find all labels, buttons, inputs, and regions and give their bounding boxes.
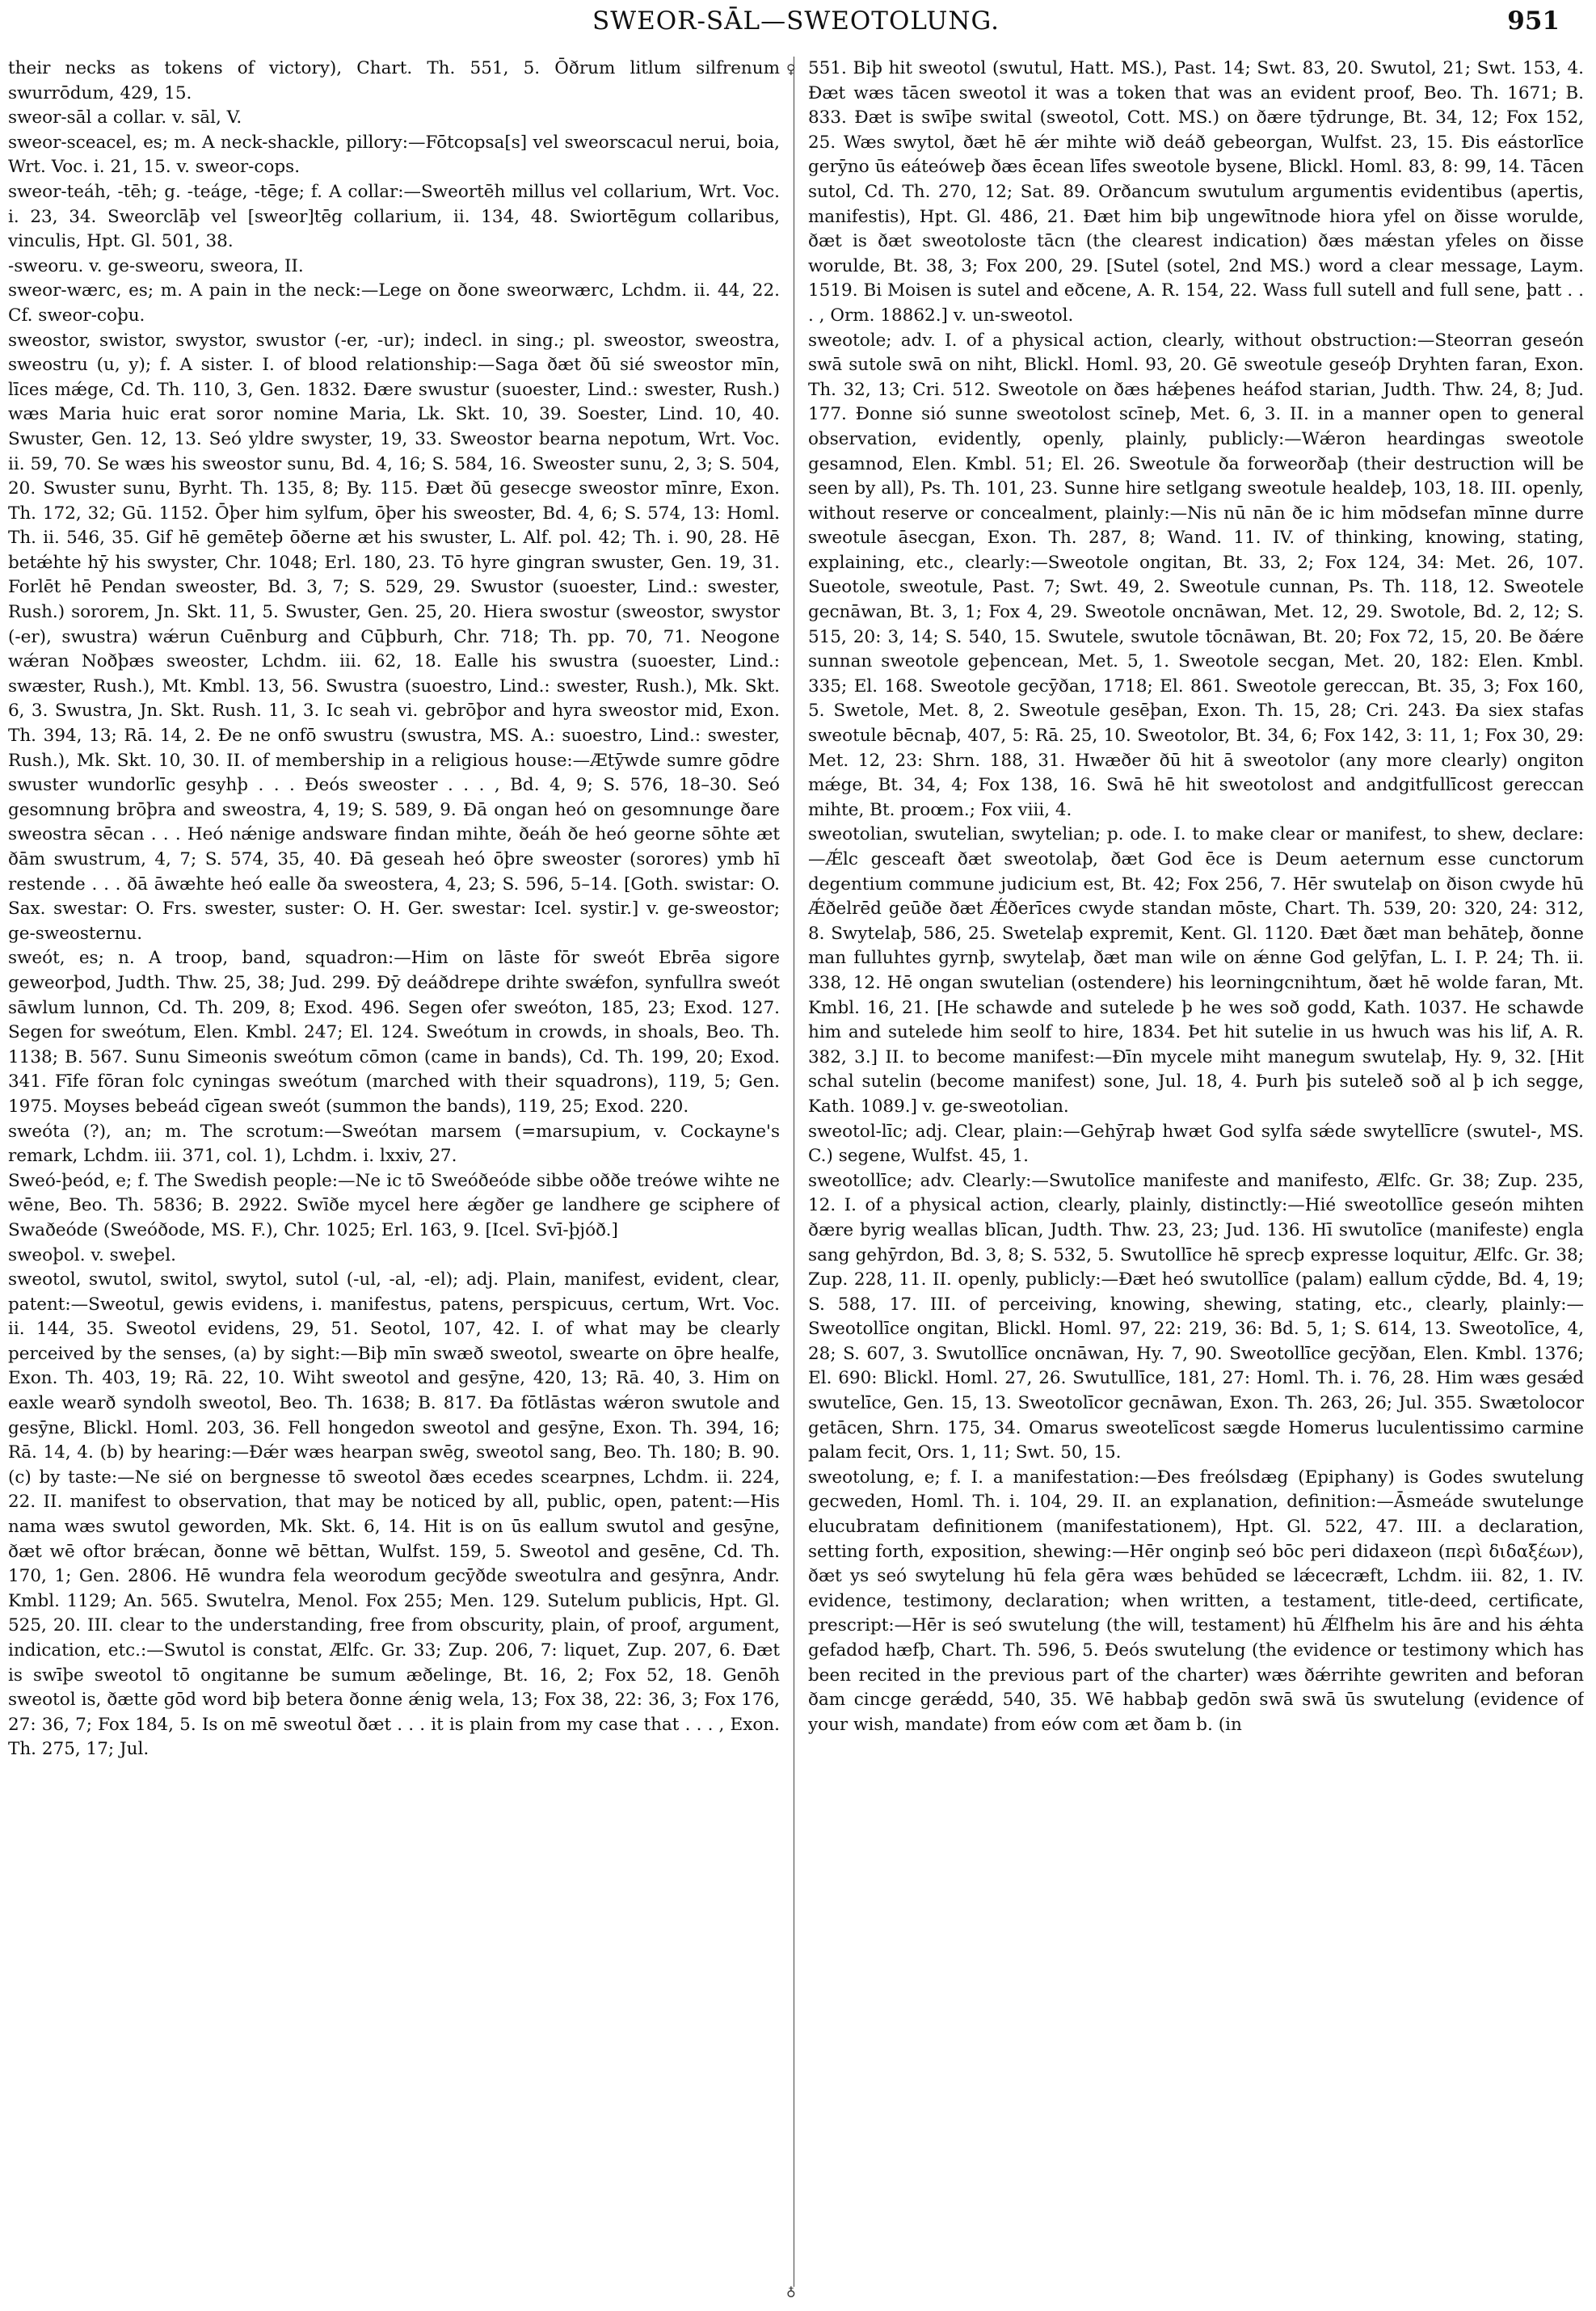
right-column bbox=[808, 57, 1584, 2295]
running-head: SWEOR-SĀL—SWEOTOLUNG. bbox=[592, 6, 1000, 36]
entry-sweotolian: sweotolian, swutelian, swytelian; p. ode. I. to make clear or manifest, to shew, declare:—Ǽlc gesceaft ðæt sweotolaþ, ðæt God ēce is Deum aeternum esse cunctorum degentium commune judicium est, Bt. 42; Fox 256, 7. Hēr swutelaþ on ðison cwyde hū Ǽðelrēd geūðe ðæt Ǽðerīces cwyde standan mōste, Chart. Th. 539, 20: 320, 24: 312, 8. Swytelaþ, 586, 25. Swetelaþ expremit, Kent. Gl. 1120. Ðæt ðæt man behāteþ, ðonne man fulluhtes gyrnþ, swytelaþ, ðæt man wile on ǽnne God gelȳfan, L. I. P. 24; Th. ii. 338, 12. Hē ongan swutelian (ostendere) his leorningcnihtum, ðæt hē wolde faran, Mt. Kmbl. 16, 21. [He schawde and sutelede þ he wes soð godd, Kath. 1037. He schawde him and sutelede him seolf to hire, 1834. Þet hit sutelie in us hwuch was his lif, A. R. 382, 3.] II. to become manifest:—Ðīn mycele miht manegum swutelaþ, Hy. 9, 32. [Hit schal sutelin (become manifest) sone, Jul. 18, 4. Þurh þis suteleð soð al þ ich segge, Kath. 1089.] v. ge-sweotolian. bbox=[808, 824, 1584, 1117]
entry-sweotole: sweotole; adv. I. of a physical action, clearly, without obstruction:—Steorran geseón swā sutole swā on niht, Blickl. Homl. 93, 20. Gē sweotule geseóþ Dryhten faran, Exon. Th. 32, 13; Cri. 512. Sweotole on ðæs hǽþenes heáfod starian, Judth. Thw. 24, 8; Jud. 177. Ðonne sió sunne sweotolost scīneþ, Met. 6, 3. II. in a manner open to general observation, evidently, openly, plainly, publicly:—Wǽron heardingas sweotole gesamnod, Elen. Kmbl. 51; El. 26. Sweotule ða forweorðaþ (their destruction will be seen by all), Ps. Th. 101, 23. Sunne hire setlgang sweotule healdeþ, 103, 18. III. openly, without reserve or concealment, plainly:—Nis nū nān ðe ic him mōdsefan mīnne durre sweotule āsecgan, Exon. Th. 287, 8; Wand. 11. IV. of thinking, knowing, stating, explaining, etc., clearly:—Sweotole ongitan, Bt. 33, 2; Fox 124, 34: Met. 26, 107. Sueotole, sweotule, Past. 7; Swt. 49, 2. Sweotule cunnan, Ps. Th. 118, 12. Sweotele gecnāwan, Bt. 3, 1; Fox 4, 29. Sweotole oncnāwan, Met. 12, 29. Swotole, Bd. 2, 12; S. 515, 20: 3, 14; S. 540, 15. Swutele, swutole tōcnāwan, Bt. 20; Fox 72, 15, 20. Be ðǽre sunnan sweotole geþencean, Met. 5, 1. Sweotole secgan, Met. 20, 182: Elen. Kmbl. 335; El. 168. Sweotole gecȳðan, 1718; El. 861. Sweotole gereccan, Bt. 35, 3; Fox 160, 5. Swetole, Met. 8, 2. Sweotule gesēþan, Exon. Th. 15, 28; Cri. 243. Ða siex stafas sweotule bēcnaþ, 407, 5: Rā. 25, 10. Sweotolor, Bt. 34, 6; Fox 142, 3: 11, 1; Fox 30, 29: Met. 12, 23: Shrn. 188, 31. Hwæðer ðū hit ā sweotolor (any more clearly) ongiton mǽge, Bt. 34, 4; Fox 138, 16. Swā hē hit sweotolost and andgitfullīcost gereccan mihte, Bt. proœm.; Fox viii, 4. bbox=[808, 330, 1584, 820]
entry-sweor-teah: sweor-teáh, -tēh; g. -teáge, -tēge; f. A collar:—Sweortēh millus vel collarium, Wrt. Voc. i. 23, 34. Sweorclāþ vel [sweor]tēg collarium, ii. 134, 48. Swiortēgum collaribus, vinculis, Hpt. Gl. 501, 38. bbox=[8, 181, 780, 252]
entry-sweotollice: sweotollīce; adv. Clearly:—Swutolīce manifeste and manifesto, Ælfc. Gr. 38; Zup. 235, 12. I. of a physical action, clearly, plainly, distinctly:—Hié sweotollīce geseón mihten ðære byrig weallas blīcan, Judth. Thw. 23, 23; Jud. 136. Hī swutolīce (manifeste) engla sang gehȳrdon, Bd. 3, 8; S. 532, 5. Swutollīce hē sprecþ expresse loquitur, Ælfc. Gr. 38; Zup. 228, 11. II. openly, publicly:—Ðæt heó swutollīce (palam) eallum cȳdde, Bd. 4, 19; S. 588, 17. III. of perceiving, knowing, shewing, stating, etc., clearly, plainly:—Sweotollīce ongitan, Blickl. Homl. 97, 22: 219, 36: Bd. 5, 1; S. 614, 13. Sweotolīce, 4, 28; S. 607, 3. Swutollīce oncnāwan, Hy. 7, 90. Sweotollīce gecȳðan, Elen. Kmbl. 1376; El. 690: Blickl. Homl. 27, 26. Swutullīce, 181, 27: Homl. Th. i. 76, 28. Him wæs gesǽd swutelīce, Gen. 15, 13. Sweotolīcor gecnāwan, Exon. Th. 263, 26; Jul. 355. Swætolocor getācen, Shrn. 175, 34. Omarus sweotelīcost sægde Homerus luculentissimo carmine palam fecit, Ors. 1, 11; Swt. 50, 15. bbox=[808, 1170, 1584, 1463]
entry-sweotol: sweotol, swutol, switol, swytol, sutol (-ul, -al, -el); adj. Plain, manifest, evident, clear, patent:—Sweotul, gewis evidens, i. manifestus, patens, perspicuus, certum, Wrt. Voc. ii. 144, 35. Sweotol evidens, 29, 51. Seotol, 107, 42. I. of what may be clearly perceived by the senses, (a) by sight:—Biþ mīn swæð sweotol, swearte on ōþre healfe, Exon. Th. 403, 19; Rā. 22, 10. Wiht sweotol and gesȳne, 420, 13; Rā. 40, 3. Him on eaxle wearð syndolh sweotol, Beo. Th. 1638; B. 817. Ða fōtlāstas wǽron swutole and gesȳne, Blickl. Homl. 203, 36. Fell hongedon sweotol and gesȳne, Exon. Th. 394, 16; Rā. 14, 4. (b) by hearing:—Ðǽr wæs hearpan swēg, sweotol sang, Beo. Th. 180; B. 90. (c) by taste:—Ne sié on bergnesse tō sweotol ðæs ecedes scearpnes, Lchdm. ii. 224, 22. II. manifest to observation, that may be noticed by all, public, open, patent:—His nama wæs swutol geworden, Mk. Skt. 6, 14. Hit is on ūs eallum swutol and gesȳne, ðæt wē oftor brǽcan, ðonne wē bēttan, Wulfst. 159, 5. Sweotol and gesēne, Cd. Th. 170, 1; Gen. 2806. Hē wundra fela weorodum gecȳðde sweotulra and gesȳnra, Andr. Kmbl. 1129; An. 565. Swutelra, Menol. Fox 255; Men. 129. Sutelum publicis, Hpt. Gl. 525, 20. III. clear to the understanding, free from obscurity, plain, of proof, argument, indication, etc.:—Swutol is constat, Ælfc. Gr. 33; Zup. 206, 7: liquet, Zup. 207, 6. Ðæt is swīþe sweotol tō ongitanne be sumum æðelinge, Bt. 16, 2; Fox 52, 18. Genōh sweotol is, ðætte gōd word biþ betera ðonne ǽnig wela, 13; Fox 38, 22: 36, 3; Fox 176, 27: 36, 7; Fox 184, 5. Is on mē sweotul ðæt . . . it is plain from my case that . . . , Exon. Th. 275, 17; Jul. bbox=[8, 1269, 780, 1760]
entry-sweotol-cont: 551. Biþ hit sweotol (swutul, Hatt. MS.), Past. 14; Swt. 83, 20. Swutol, 21; Swt. 153, 4. Ðæt wæs tācen sweotol it was a token that was an evident proof, Beo. Th. 1671; B. 833. Ðæt is swīþe swital (sweotol, Cott. MS.) on ðære tȳdrunge, Bt. 34, 12; Fox 152, 25. Wæs swytol, ðæt hē ǽr mihte wið deáð gebeorgan, Wulfst. 23, 15. Ðis eástorlīce gerȳno ūs eáteóweþ ðæs ēcean līfes sweotole bysene, Blickl. Homl. 83, 8: 99, 14. Tācen sutol, Cd. Th. 270, 12; Sat. 89. Orðancum swutulum argumentis evidentibus (apertis, manifestis), Hpt. Gl. 486, 21. Ðæt him biþ ungewītnode hiora yfel on ðisse worulde, ðæt is ðæt sweotoloste tācn (the clearest indication) ðæs mǽstan yfeles on ðisse worulde, Bt. 38, 3; Fox 200, 29. [Sutel (sotel, 2nd MS.) word a clear message, Laym. 1519. Bi Moisen is sutel and eðcene, A. R. 154, 22. Wass full sutell and full sene, þatt . . . , Orm. 18862.] v. un-sweotol. bbox=[808, 58, 1584, 326]
page-number: 951 bbox=[1507, 6, 1560, 36]
entry-sweot: sweót, es; n. A troop, band, squadron:—Him on lāste fōr sweót Ebrēa sigore geweorþod, Judth. Thw. 25, 38; Jud. 299. Ðȳ deáðdrepe drihte swǽfon, synfullra sweót sāwlum lunnon, Cd. Th. 209, 8; Exod. 496. Segen ofer sweóton, 185, 23; Exod. 127. Segen for sweótum, Elen. Kmbl. 247; El. 124. Sweótum in crowds, in shoals, Beo. Th. 1138; B. 567. Sunu Simeonis sweótum cōmon (came in bands), Cd. Th. 199, 20; Exod. 341. Fīfe fōran folc cyningas sweótum (marched with their squadrons), 119, 5; Gen. 1975. Moyses bebeád cīgean sweót (summon the bands), 119, 25; Exod. 220. bbox=[8, 948, 780, 1117]
left-column bbox=[8, 57, 780, 2295]
entry-sweothol: sweoþol. v. sweþel. bbox=[8, 1244, 176, 1265]
entry-sweor-sal: sweor-sāl a collar. v. sāl, V. bbox=[8, 107, 242, 128]
entry-sweor-waerc: sweor-wærc, es; m. A pain in the neck:—Lege on ðone sweorwærc, Lchdm. ii. 44, 22. Cf. sweor-coþu. bbox=[8, 280, 780, 326]
entry-sweota: sweóta (?), an; m. The scrotum:—Sweótan marsem (=marsupium, v. Cockayne's remark, Lchdm. iii. 371, col. 1), Lchdm. i. lxxiv, 27. bbox=[8, 1121, 780, 1167]
divider-ornament-top-icon: ♀ bbox=[786, 61, 796, 77]
entry-sweostor: sweostor, swistor, swystor, swustor (-er, -ur); indecl. in sing.; pl. sweostor, sweostra, sweostru (u, y); f. A sister. I. of blood relationship:—Saga ðæt ðū sié sweostor mīn, līces mǽge, Cd. Th. 110, 3, Gen. 1832. Ðære swustur (suoester, Lind.: swester, Rush.) wæs Maria huic erat soror nomine Maria, Lk. Skt. 10, 39. Soester, Lind. 10, 40. Swuster, Gen. 12, 13. Seó yldre swyster, 19, 33. Sweostor bearna nepotum, Wrt. Voc. ii. 59, 70. Se wæs his sweostor sunu, Bd. 4, 16; S. 584, 16. Sweoster sunu, 2, 3; S. 504, 20. Swuster sunu, Byrht. Th. 135, 8; By. 115. Ðæt ðū gesecge sweostor mīnre, Exon. Th. 172, 32; Gū. 1152. Ōþer him sylfum, ōþer his sweoster, Bd. 4, 6; S. 574, 13: Homl. Th. ii. 546, 35. Gif hē gemēteþ ōðerne æt his swuster, L. Alf. pol. 42; Th. i. 90, 28. Hē betǽhte hȳ his swyster, Chr. 1048; Erl. 180, 23. Tō hyre gingran swuster, Gen. 19, 31. Forlēt hē Pendan sweoster, Bd. 3, 7; S. 529, 29. Swustor (suoester, Lind.: swester, Rush.) sororem, Jn. Skt. 11, 5. Swuster, Gen. 25, 20. Hiera swostur (sweostor, swystor (-er), swustra) wǽrun Cuēnburg and Cūþburh, Chr. 718; Th. pp. 70, 71. Neogone wǽran Noðþæs sweoster, Lchdm. iii. 62, 18. Ealle his swustra (suoester, Lind.: swæster, Rush.), Mt. Kmbl. 13, 56. Swustra (suoestro, Lind.: swester, Rush.), Mk. Skt. 6, 3. Swustra, Jn. Skt. Rush. 11, 3. Ic seah vi. gebrōþor and hyra sweostor mid, Exon. Th. 394, 13; Rā. 14, 2. Ðe ne onfō swustru (swustra, MS. A.: suoestro, Lind.: swester, Rush.), Mk. Skt. 10, 30. II. of membership in a religious house:—Ætȳwde sumre gōdre swuster wundorlīc gesyhþ . . . Ðeós sweoster . . . , Bd. 4, 9; S. 576, 18–30. Seó gesomnung brōþra and sweostra, 4, 19; S. 589, 9. Ðā ongan heó on gesomnunge ðare sweostra sēcan . . . Heó nǽnige andsware findan mihte, ðeáh ðe heó georne sōhte æt ðām swustrum, 4, 7; S. 574, 35, 40. Ðā geseah heó ōþre sweoster (sorores) ymb hī restende . . . ðā āwæhte heó ealle ða sweostera, 4, 23; S. 596, 5–14. [Goth. swistar: O. Sax. swestar: O. Frs. swester, suster: O. H. Ger. swestar: Icel. systir.] v. ge-sweostor; ge-sweosternu. bbox=[8, 330, 780, 944]
entry-sweoru: -sweoru. v. ge-sweoru, sweora, II. bbox=[8, 255, 304, 276]
page-header bbox=[32, 6, 1560, 39]
divider-ornament-bottom-icon: ♁ bbox=[786, 2284, 796, 2299]
entry-sweotolung: sweotolung, e; f. I. a manifestation:—Ðes freólsdæg (Epiphany) is Godes swutelung gecweden, Homl. Th. i. 104, 29. II. an explanation, definition:—Āsmeáde swutelunge elucubratam definitionem (manifestationem), Hpt. Gl. 522, 47. III. a declaration, setting forth, exposition, shewing:—Hēr onginþ seó bōc peri didaxeon (περὶ διδαξέων), ðæt ys seó swytelung hū fela gēra wæs behūded se lǽcecræft, Lchdm. iii. 82, 1. IV. evidence, testimony, declaration; when written, a testament, title-deed, certificate, prescript:—Hēr is seó swutelung (the will, testament) hū Ǽlfhelm his āre and his ǽhta gefadod hæfþ, Chart. Th. 596, 5. Ðeós swutelung (the evidence or testimony which has been recited in the previous part of the charter) wæs ðǽrrihte gewriten and beforan ðam cincge gerǽdd, 540, 35. Wē habbaþ gedōn swā swā ūs swutelung (evidence of your wish, mandate) from eów com æt ðam b. (in bbox=[808, 1467, 1584, 1735]
entry-sweo-theod: Sweó-þeód, e; f. The Swedish people:—Ne ic tō Sweóðeóde sibbe oððe treówe wihte ne wēne, Beo. Th. 5836; B. 2922. Swīðe mycel here ǽgðer ge landhere ge sciphere of Swaðeóde (Sweóðode, MS. F.), Chr. 1025; Erl. 163, 9. [Icel. Svī-þjóð.] bbox=[8, 1170, 780, 1240]
entry-sweor-sceacel: sweor-sceacel, es; m. A neck-shackle, pillory:—Fōtcopsa[s] vel sweorscacul nerui, boia, Wrt. Voc. i. 21, 15. v. sweor-cops. bbox=[8, 132, 780, 178]
entry-sweotol-lic: sweotol-līc; adj. Clear, plain:—Gehȳraþ hwæt God sylfa sǽde swytellīcre (swutel-, MS. C.) segene, Wulfst. 45, 1. bbox=[808, 1121, 1584, 1167]
entry-their-necks: their necks as tokens of victory), Chart. Th. 551, 5. Ōðrum litlum silfrenum swurrōdum, 429, 15. bbox=[8, 58, 780, 103]
